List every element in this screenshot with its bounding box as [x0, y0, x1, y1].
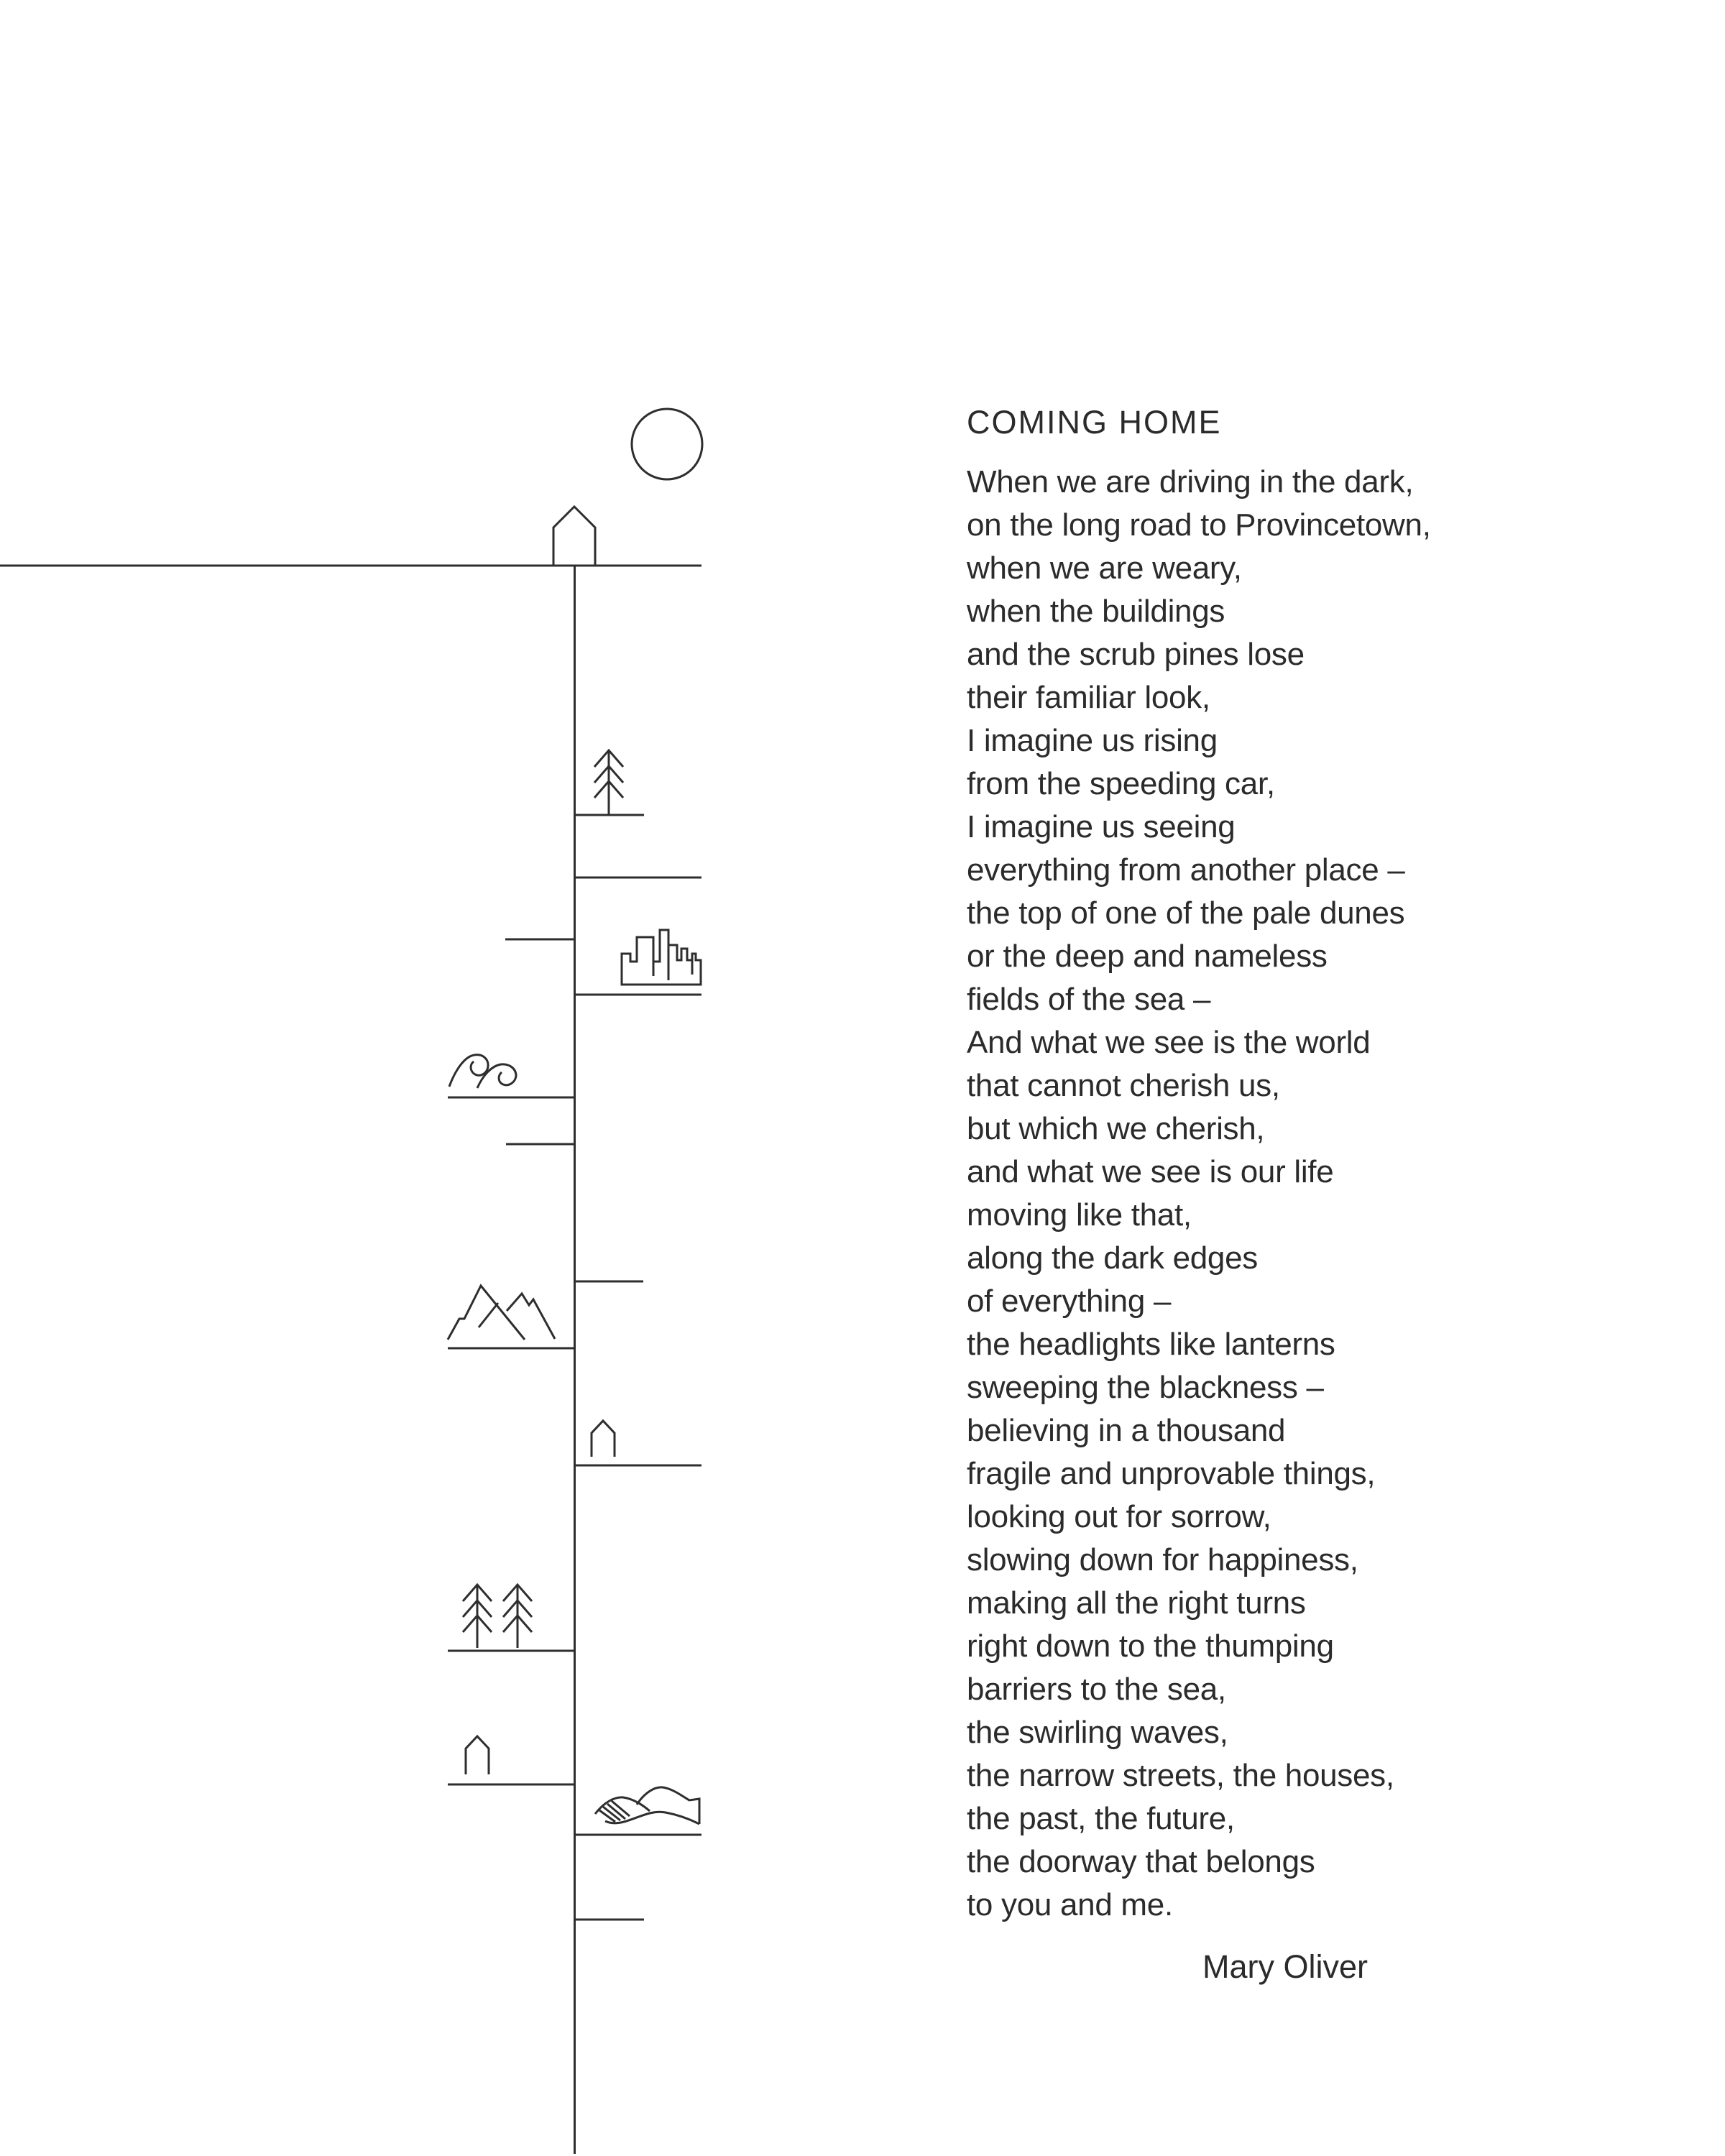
- poem-line: the doorway that belongs: [967, 1844, 1315, 1879]
- poem-block: [967, 401, 1431, 1927]
- poem-line: I imagine us rising: [967, 723, 1218, 758]
- poem-line: moving like that,: [967, 1197, 1192, 1233]
- poem-line: barriers to the sea,: [967, 1672, 1226, 1707]
- poem-line: of everything –: [967, 1284, 1172, 1319]
- poem-line: and the scrub pines lose: [967, 637, 1305, 672]
- right-tick-lines: [574, 815, 702, 1920]
- poem-line: fragile and unprovable things,: [967, 1456, 1376, 1491]
- poem-line: to you and me.: [967, 1887, 1173, 1922]
- poem-title: COMING HOME: [967, 404, 1222, 441]
- pine-tree-icon: [594, 750, 623, 814]
- house-icon: [553, 507, 595, 566]
- small-house-left-icon: [466, 1736, 489, 1774]
- poem-line: along the dark edges: [967, 1240, 1258, 1276]
- poem-line: their familiar look,: [967, 680, 1210, 715]
- waves-icon: [449, 1055, 516, 1088]
- poem-line: When we are driving in the dark,: [967, 464, 1414, 499]
- dunes-icon: [595, 1787, 699, 1824]
- poem-line: or the deep and nameless: [967, 939, 1328, 974]
- poem-line: believing in a thousand: [967, 1413, 1286, 1448]
- poem-author: Mary Oliver: [1202, 1948, 1368, 1985]
- poem-line: everything from another place –: [967, 852, 1405, 888]
- poem-lines: [967, 461, 1431, 1927]
- poem-line: sweeping the blackness –: [967, 1370, 1324, 1405]
- mountains-icon: [448, 1286, 555, 1340]
- poem-line: making all the right turns: [967, 1585, 1306, 1621]
- poem-line: on the long road to Provincetown,: [967, 507, 1431, 543]
- poem-line: from the speeding car,: [967, 766, 1275, 801]
- poem-line: the narrow streets, the houses,: [967, 1758, 1394, 1793]
- poem-line: looking out for sorrow,: [967, 1499, 1271, 1534]
- poem-line: right down to the thumping: [967, 1628, 1334, 1664]
- poem-line: and what we see is our life: [967, 1154, 1334, 1189]
- poem-line: that cannot cherish us,: [967, 1068, 1280, 1103]
- poem-line: fields of the sea –: [967, 982, 1211, 1017]
- sun-icon: [632, 409, 702, 479]
- poem-line: And what we see is the world: [967, 1025, 1371, 1060]
- poem-line: I imagine us seeing: [967, 809, 1236, 844]
- twin-pines-icon: [463, 1585, 532, 1648]
- small-house-right-icon: [592, 1421, 615, 1457]
- poem-line: the top of one of the pale dunes: [967, 895, 1405, 931]
- city-skyline-icon: [622, 930, 701, 985]
- poem-line: the headlights like lanterns: [967, 1327, 1335, 1362]
- poem-line: slowing down for happiness,: [967, 1542, 1358, 1577]
- poem-line: when the buildings: [967, 594, 1225, 629]
- poem-line: the past, the future,: [967, 1801, 1235, 1836]
- poem-line: the swirling waves,: [967, 1715, 1228, 1750]
- poem-line: when we are weary,: [967, 550, 1242, 586]
- poem-line: but which we cherish,: [967, 1111, 1265, 1146]
